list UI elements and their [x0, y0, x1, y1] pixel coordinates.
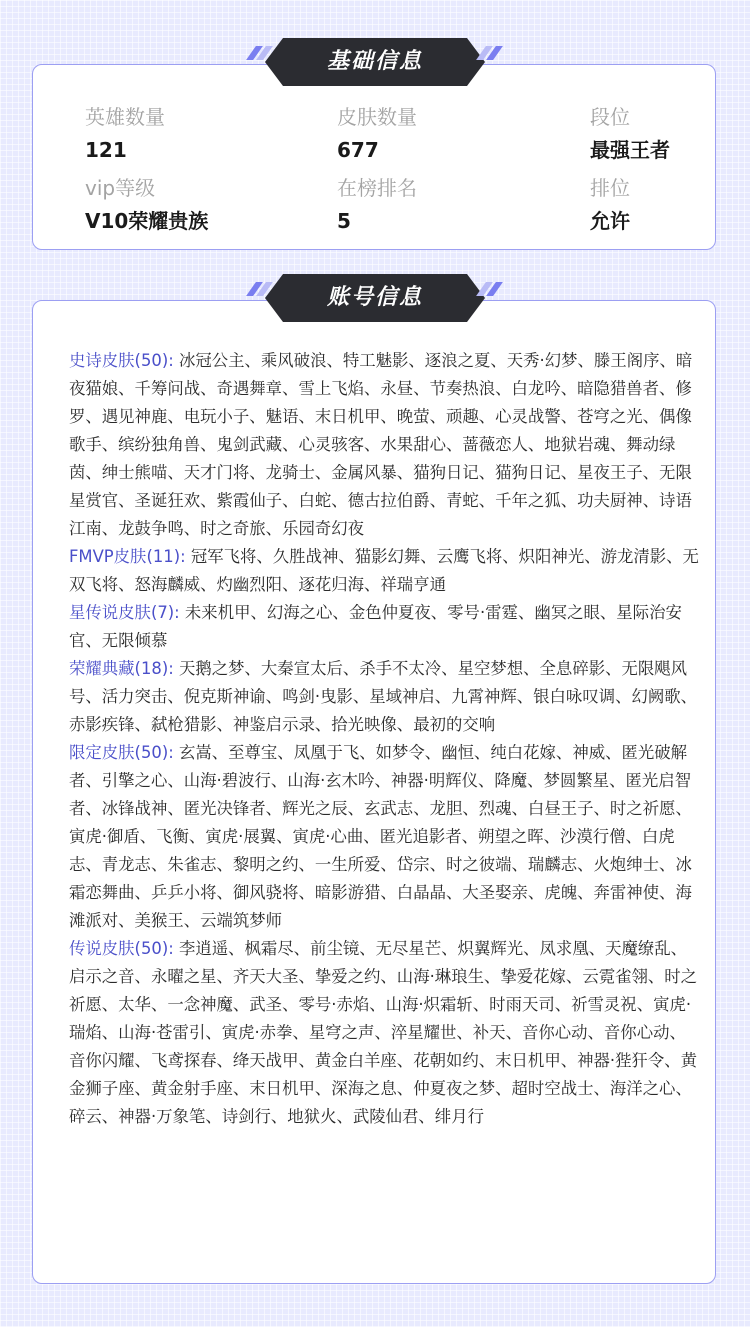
stat-value: 允许 [590, 209, 630, 233]
skin-items: 天鹅之梦、大秦宣太后、杀手不太冷、星空梦想、全息碎影、无限飓风号、活力突击、倪克斯神谕、鸣剑·曳影、星域神启、九霄神辉、银白咏叹调、幻阙歌、赤影疾锋、弑枪猎影、神鉴启示录、拾光映像、最初的交响 [69, 659, 698, 734]
skin-category-label: FMVP皮肤(11): [69, 547, 186, 566]
skin-group-legend [69, 935, 699, 1131]
basic-info-banner [245, 38, 505, 86]
stat-rank-tier [590, 103, 670, 165]
stat-ranked-allowed [590, 174, 630, 236]
skin-group-star-legend [69, 599, 699, 655]
account-info-banner [245, 274, 505, 322]
skin-items: 冰冠公主、乘风破浪、特工魅影、逐浪之夏、天秀·幻梦、滕王阁序、暗夜猫娘、千筹问战、奇遇舞章、雪上飞焰、永昼、节奏热浪、白龙吟、暗隐猎兽者、修罗、遇见神鹿、电玩小子、魅语、末日机甲、晚萤、顽趣、心灵战警、苍穹之光、偶像歌手、缤纷独角兽、鬼剑武藏、心灵骇客、水果甜心、蔷薇恋人、地狱岩魂、舞动绿茵、绅士熊喵、天才门将、龙骑士、金属风暴、猫狗日记、猫狗日记、星夜王子、无限星赏官、圣诞狂欢、紫霞仙子、白蛇、德古拉伯爵、青蛇、千年之狐、功夫厨神、诗语江南、龙鼓争鸣、时之奇旅、乐园奇幻夜 [69, 351, 693, 538]
skin-group-epic [69, 347, 699, 543]
stat-label: 英雄数量 [85, 105, 165, 129]
section-title: 账号信息 [326, 285, 423, 310]
basic-info-card [32, 64, 716, 250]
skin-group-fmvp [69, 543, 699, 599]
stat-leaderboard-rank [337, 174, 417, 236]
stat-value: V10荣耀贵族 [85, 209, 209, 233]
skin-group-limited [69, 739, 699, 935]
skin-items: 玄嵩、至尊宝、凤凰于飞、如梦令、幽恒、纯白花嫁、神威、匿光破解者、引擎之心、山海·碧波行、山海·玄木吟、神器·明辉仪、降魔、梦圆繁星、匿光启智者、冰锋战神、匿光决锋者、辉光之辰、玄武志、龙胆、烈魂、白昼王子、时之祈愿、寅虎·御盾、飞衡、寅虎·展翼、寅虎·心曲、匿光追影者、朔望之晖、沙漠行僧、白虎志、青龙志、朱雀志、黎明之约、一生所爱、岱宗、时之彼端、瑞麟志、火炮绅士、冰霜恋舞曲、乒乒小将、御风骁将、暗影游猎、白晶晶、大圣娶亲、虎魄、奔雷神使、海滩派对、美猴王、云端筑梦师 [69, 743, 692, 930]
stat-hero-count [85, 103, 165, 165]
stat-vip-level [85, 174, 208, 236]
stat-label: 在榜排名 [337, 176, 417, 200]
stat-skin-count [337, 103, 417, 165]
stat-label: 皮肤数量 [337, 105, 417, 129]
skin-items: 冠军飞将、久胜战神、猫影幻舞、云鹰飞将、炽阳神光、游龙清影、无双飞将、怒海麟威、灼幽烈阳、逐花归海、祥瑞亨通 [69, 547, 699, 594]
account-info-card [32, 300, 716, 1284]
skin-category-label: 限定皮肤(50): [69, 743, 174, 762]
stat-label: 段位 [590, 105, 630, 129]
skin-items: 李逍遥、枫霜尽、前尘镜、无尽星芒、炽翼辉光、凤求凰、天魔缭乱、启示之音、永曜之星、齐天大圣、挚爱之约、山海·琳琅生、挚爱花嫁、云霓雀翎、时之祈愿、太华、一念神魔、武圣、零号·赤焰、山海·炽霜斩、时雨天司、祈雪灵祝、寅虎·瑞焰、山海·苍雷引、寅虎·赤拳、星穹之声、淬星耀世、补天、音你心动、音你心动、音你闪耀、飞鸢探春、绛天战甲、黄金白羊座、花朝如约、末日机甲、神器·狴犴令、黄金狮子座、黄金射手座、末日机甲、深海之息、仲夏夜之梦、超时空战士、海洋之心、碎云、神器·万象笔、诗剑行、地狱火、武陵仙君、绯月行 [69, 939, 698, 1126]
stat-value: 677 [337, 138, 379, 162]
skin-category-label: 星传说皮肤(7): [69, 603, 180, 622]
stat-value: 121 [85, 138, 127, 162]
skin-category-label: 史诗皮肤(50): [69, 351, 174, 370]
skin-group-glory-collection [69, 655, 699, 739]
skin-list [69, 347, 699, 1131]
skin-category-label: 荣耀典藏(18): [69, 659, 174, 678]
stat-value: 最强王者 [590, 138, 670, 162]
stat-label: vip等级 [85, 176, 156, 200]
skin-category-label: 传说皮肤(50): [69, 939, 174, 958]
section-title: 基础信息 [326, 49, 423, 74]
skin-items: 未来机甲、幻海之心、金色仲夏夜、零号·雷霆、幽冥之眼、星际治安官、无限倾慕 [69, 603, 682, 650]
stat-label: 排位 [590, 176, 630, 200]
stat-value: 5 [337, 209, 351, 233]
